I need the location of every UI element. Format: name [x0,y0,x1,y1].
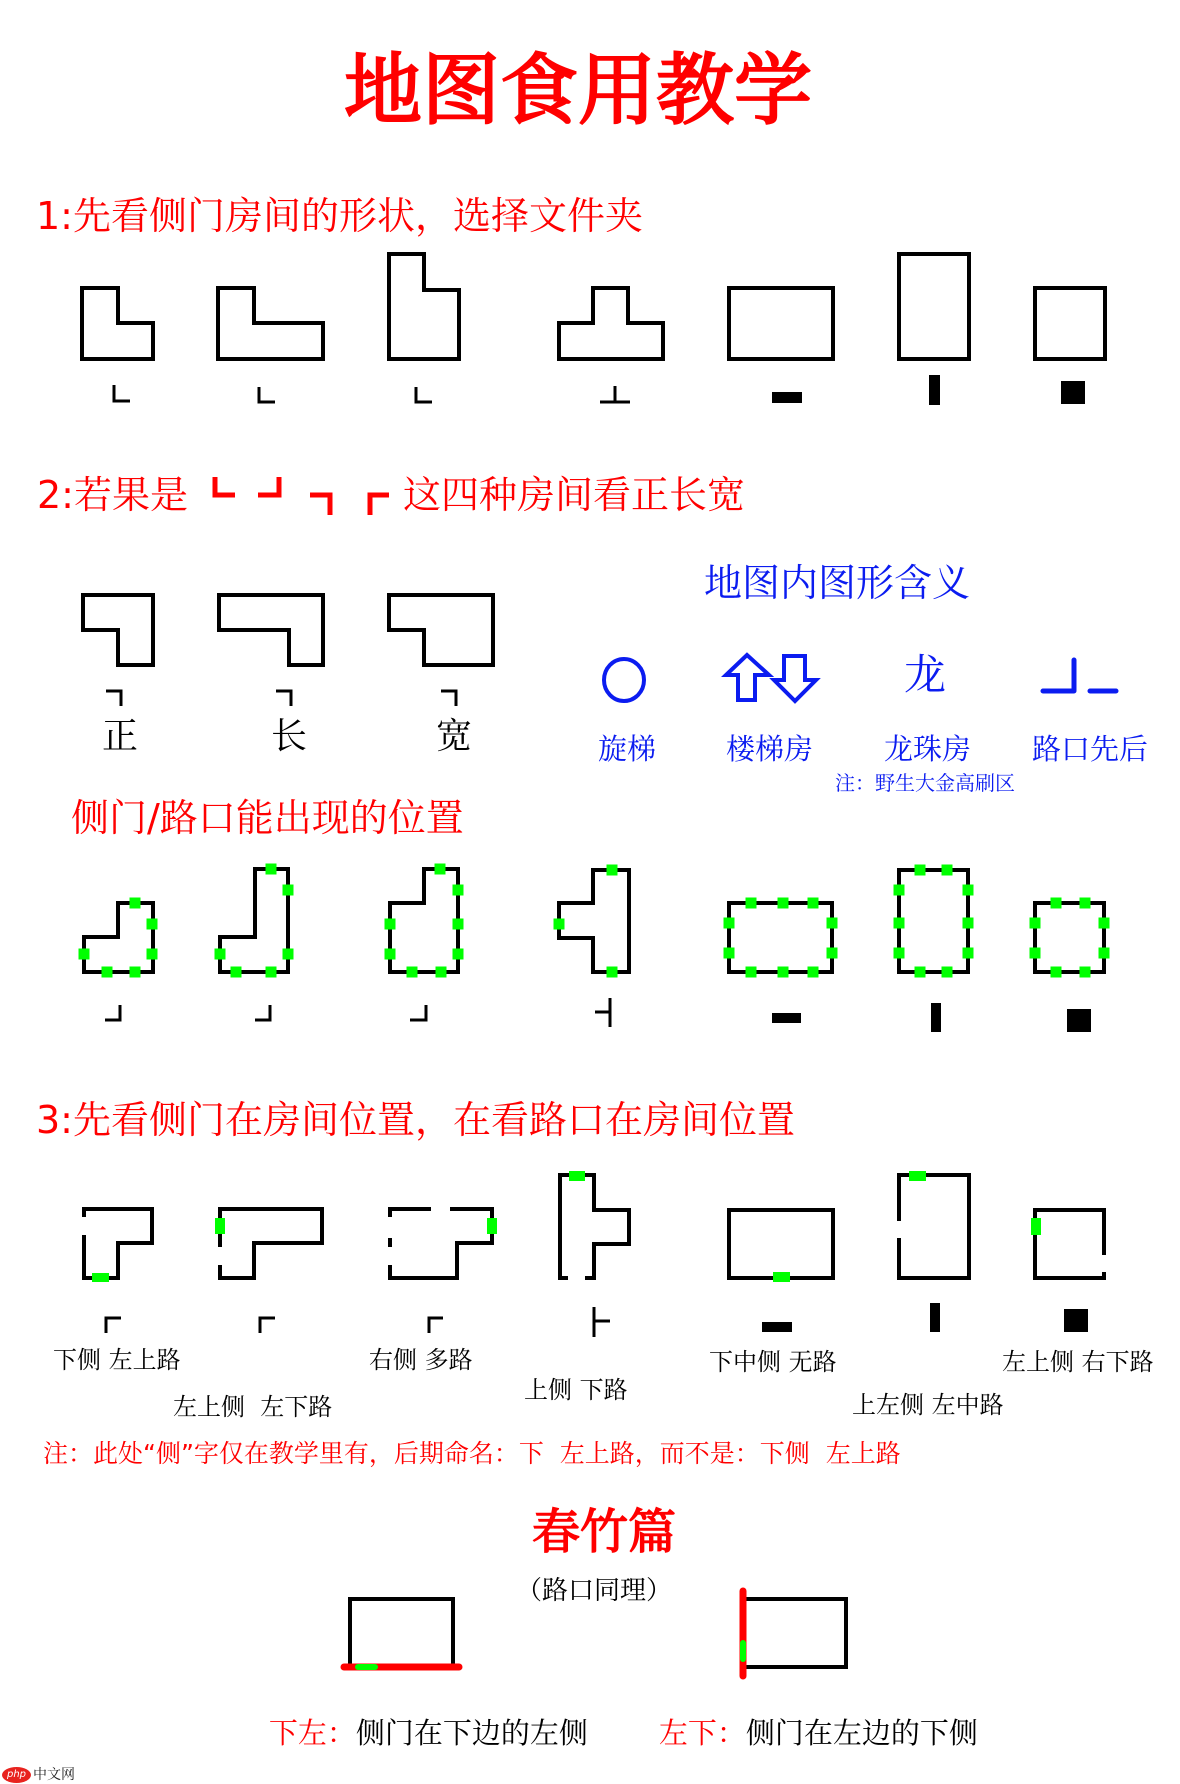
step3-heading: 3:先看侧门在房间位置，在看路口在房间位置 [36,1098,795,1142]
door-spot [266,864,277,875]
side-door-marker [773,1272,790,1282]
watermark-logo-icon: php [2,1767,31,1783]
corner-tr-icon [106,691,121,706]
step3-room-2 [220,1209,322,1278]
side-door-marker [1031,1218,1041,1235]
right-tee-icon [594,1307,610,1337]
door-spot [102,967,113,978]
step2-heading-prefix: 2:若果是 [37,473,188,517]
step2-room-kuan [389,595,493,665]
corner-tr-icon [276,691,291,706]
step3-label-4: 上侧 下路 [524,1376,628,1404]
corner-tl-icon [260,1318,275,1333]
step1-rooms [82,254,1105,359]
down-arrow-icon [774,656,816,701]
up-tack-icon [600,386,630,402]
left-tee-icon [595,998,610,1027]
chunzhu-subtitle: （路口同理） [516,1576,673,1606]
door-spot [808,967,819,978]
horizontal-bar-icon [762,1322,792,1332]
door-spot [894,948,905,959]
step3-room-3 [390,1209,492,1278]
door-spot [554,919,565,930]
circle-icon [604,659,644,701]
step3-folder-symbols [106,1303,1088,1337]
door-spot [915,967,926,978]
step1-room-7 [1035,288,1105,359]
corner-br-icon [410,1005,426,1020]
door-spot [130,967,141,978]
dragon-glyph-icon: 龙 [904,650,947,699]
chunzhu-caption-2 [622,1690,978,1777]
corner-br-icon [255,1005,270,1020]
door-spot [942,967,953,978]
step1-room-5 [729,288,833,359]
square-icon [1061,381,1085,404]
positions-room-5 [729,903,832,972]
door-spot [724,918,735,929]
door-spot [407,967,418,978]
positions-folder-symbols [105,998,1091,1032]
door-spot [1080,967,1091,978]
horizontal-bar-icon [772,1013,801,1023]
corner-tr-icon [441,691,456,706]
legend-label-dragonball-room: 龙珠房 [884,732,972,766]
positions-room-4 [559,870,629,972]
step3-label-3: 右侧 多路 [369,1346,473,1374]
step3-room-4 [560,1175,629,1278]
step3-rooms [84,1171,1104,1282]
positions-rooms [84,869,1104,972]
caption-key: 下左： [268,1716,356,1750]
step3-note: 注：此处“侧”字仅在教学里有，后期命名：下 左上路，而不是：下侧 左上路 [43,1439,901,1468]
corner-br-icon [258,477,279,495]
corner-br-icon [105,1005,120,1020]
step1-room-1 [82,288,153,359]
step3-label-2: 左上侧 左下路 [173,1393,333,1421]
chunzhu-example-left-bottom [743,1591,846,1676]
step3-label-1: 下侧 左上路 [53,1346,181,1374]
side-door-marker [569,1171,585,1181]
step3-room-7 [1035,1210,1104,1278]
door-spot [453,885,464,896]
corner-dash-icon [1043,660,1116,691]
door-spot [1051,898,1062,909]
legend-label-spiral-stairs: 旋梯 [598,732,657,766]
corner-tl-icon [429,1318,443,1333]
door-spot [894,885,905,896]
door-spot [266,967,277,978]
door-spot [607,865,618,876]
legend-note: 注：野生大金高刷区 [835,771,1015,795]
door-spot [808,898,819,909]
square-icon [1064,1309,1088,1332]
door-spot [746,898,757,909]
door-spot [215,949,226,960]
door-spot [963,948,974,959]
positions-room-6 [899,870,968,972]
horizontal-bar-icon [772,392,802,403]
door-spot [963,918,974,929]
chunzhu-title: 春竹篇 [532,1504,677,1560]
door-spot [453,919,464,930]
door-spot [894,918,905,929]
door-spot [435,864,446,875]
step3-room-5 [729,1210,833,1278]
step3-room-6 [899,1175,969,1278]
chunzhu-room-2 [743,1599,846,1667]
caption-key: 左下： [658,1716,746,1750]
positions-room-3 [390,869,458,972]
door-spot [1099,948,1110,959]
door-spot [827,918,838,929]
door-spot [1030,948,1041,959]
square-icon [1067,1009,1091,1032]
corner-bl-icon [259,387,275,402]
side-door-marker [487,1218,497,1234]
door-spot [778,898,789,909]
door-spot [283,885,294,896]
positions-room-7 [1035,903,1104,972]
side-door-marker [92,1273,109,1282]
door-spot [147,919,158,930]
watermark-text: 中文网 [33,1767,75,1783]
door-spot [283,949,294,960]
room-label-kuan: 宽 [436,716,473,757]
door-spot [607,967,618,978]
vertical-bar-icon [930,1303,940,1332]
up-arrow-icon [726,655,769,700]
door-spot [147,949,158,960]
door-spot [130,898,141,909]
caption-desc: 侧门在左边的下侧 [745,1716,978,1750]
legend-label-road-order: 路口先后 [1032,732,1149,766]
positions-heading: 侧门/路口能出现的位置 [71,796,464,840]
chunzhu-caption-1 [232,1690,588,1777]
positions-room-2 [220,869,288,972]
step2-room-chang [219,595,323,665]
step3-label-6: 上左侧 左中路 [852,1391,1004,1419]
door-spot [915,865,926,876]
room-label-zheng: 正 [102,716,139,757]
corner-bl-icon [416,387,432,402]
step1-room-2 [218,288,323,359]
door-spot [231,967,242,978]
step1-room-4 [559,288,663,359]
step3-label-7: 左上侧 右下路 [1002,1348,1154,1376]
door-spot [1030,918,1041,929]
step2-heading-symbols [215,477,389,515]
page-title: 地图食用教学 [344,46,813,136]
chunzhu-room-1 [350,1599,453,1667]
door-spot [778,967,789,978]
legend-icons [604,650,1116,701]
door-spot [385,949,396,960]
door-spot [942,865,953,876]
side-door-marker [215,1218,225,1234]
door-spot [453,949,464,960]
corner-tr-icon [310,495,330,515]
corner-bl-icon [215,477,235,495]
step2-room-zheng [83,595,153,665]
legend-label-stair-room: 楼梯房 [726,732,814,766]
door-spot [79,949,90,960]
door-spot [827,948,838,959]
door-spot [963,885,974,896]
positions-room-1 [84,903,153,972]
step1-room-3 [389,254,459,359]
corner-tl-icon [106,1318,121,1333]
door-spot [1099,918,1110,929]
vertical-bar-icon [929,375,940,405]
door-spot [1080,898,1091,909]
corner-tl-icon [370,495,389,515]
door-spot [436,967,447,978]
vertical-bar-icon [931,1003,941,1032]
door-spot [1051,967,1062,978]
step2-rooms [83,595,493,706]
legend-title: 地图内图形含义 [704,561,971,605]
room-label-chang: 长 [271,716,308,757]
step1-room-6 [899,254,969,359]
door-spot [385,919,396,930]
door-spot [746,967,757,978]
door-spot [724,948,735,959]
chunzhu-example-bottom-left [344,1599,459,1667]
side-door-marker [909,1171,926,1181]
step1-folder-symbols [114,375,1085,405]
step3-label-5: 下中侧 无路 [709,1348,837,1376]
step3-room-1 [84,1209,152,1278]
step1-heading: 1:先看侧门房间的形状，选择文件夹 [36,194,643,238]
corner-bl-icon [114,385,130,401]
caption-desc: 侧门在下边的左侧 [355,1716,588,1750]
step2-heading-suffix: 这四种房间看正长宽 [403,473,746,517]
